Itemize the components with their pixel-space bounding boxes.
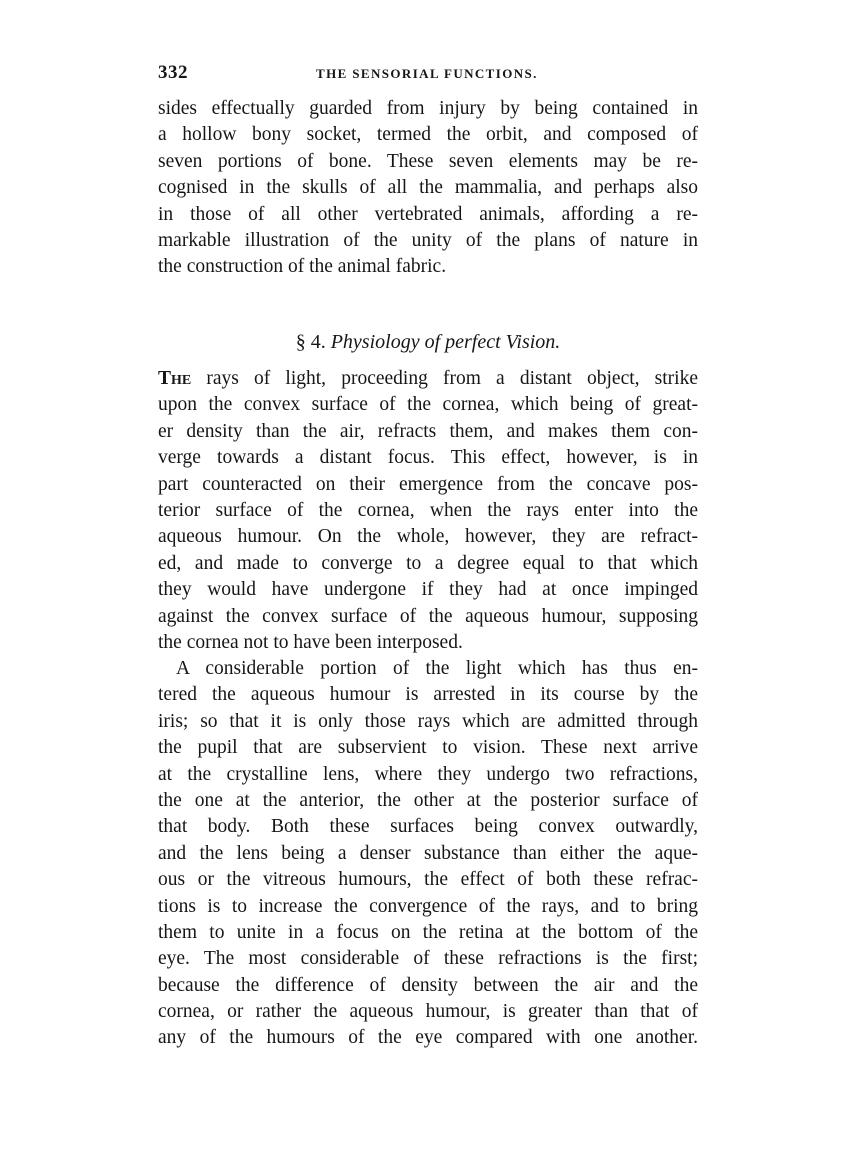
text-line: verge towards a distant focus. This effect, however, is in xyxy=(158,447,698,469)
text-line: them to unite in a focus on the retina at the bottom of the xyxy=(158,921,698,943)
text-line: iris; so that it is only those rays which are admitted through xyxy=(158,710,698,732)
text-line: terior surface of the cornea, when the rays enter into the xyxy=(158,499,698,521)
text-line: against the convex surface of the aqueous humour, supposing xyxy=(158,605,698,627)
drop-word: The xyxy=(158,368,192,389)
text-line: they would have undergone if they had at once impinged xyxy=(158,579,698,601)
paragraph-3 xyxy=(158,656,698,1052)
text-line: because the difference of density between the air and the xyxy=(158,974,698,996)
text-line: part counteracted on their emergence from the concave pos- xyxy=(158,473,698,495)
text-line: upon the convex surface of the cornea, which being of great- xyxy=(158,394,698,416)
text-line: the pupil that are subservient to vision. These next arrive xyxy=(158,737,698,759)
text-line: A considerable portion of the light which has thus en- xyxy=(176,658,698,679)
text-line: ous or the vitreous humours, the effect of both these refrac- xyxy=(158,869,698,891)
section-heading xyxy=(158,327,698,357)
text-line: the cornea not to have been interposed. xyxy=(158,631,463,653)
paragraph-2 xyxy=(158,366,698,656)
text-line: ed, and made to converge to a degree equal to that which xyxy=(158,552,698,574)
text-line: eye. The most considerable of these refractions is the first; xyxy=(158,948,698,970)
first-line-rest: rays of light, proceeding from a distant object, strike xyxy=(191,368,698,389)
page-number: 332 xyxy=(158,62,188,83)
text-line: the one at the anterior, the other at the posterior surface of xyxy=(158,789,698,811)
text-line: at the crystalline lens, where they undergo two refractions, xyxy=(158,763,698,785)
text-line: cognised in the skulls of all the mammalia, and perhaps also xyxy=(158,177,698,199)
paragraph-1 xyxy=(158,96,698,281)
text-line: a hollow bony socket, termed the orbit, and composed of xyxy=(158,124,698,146)
text-line: aqueous humour. On the whole, however, they are refract- xyxy=(158,526,698,548)
text-line: that body. Both these surfaces being convex outwardly, xyxy=(158,816,698,838)
text-line: er density than the air, refracts them, and makes them con- xyxy=(158,420,698,442)
text-line: any of the humours of the eye compared with one another. xyxy=(158,1027,698,1049)
section-marker: § 4. xyxy=(295,331,326,353)
text-line: tered the aqueous humour is arrested in its course by the xyxy=(158,684,698,706)
text-line: the construction of the animal fabric. xyxy=(158,256,447,278)
text-line xyxy=(158,366,698,392)
text-line: cornea, or rather the aqueous humour, is greater than that of xyxy=(158,1001,698,1023)
text-line: seven portions of bone. These seven elements may be re- xyxy=(158,150,698,172)
text-line: sides effectually guarded from injury by being contained in xyxy=(158,98,698,119)
text-line: and the lens being a denser substance than either the aque- xyxy=(158,842,698,864)
running-title: THE SENSORIAL FUNCTIONS. xyxy=(316,66,538,81)
text-line: in those of all other vertebrated animals, affording a re- xyxy=(158,203,698,225)
section-title: Physiology of perfect Vision. xyxy=(330,331,561,353)
text-line: markable illustration of the unity of the plans of nature in xyxy=(158,229,698,251)
text-line: tions is to increase the convergence of the rays, and to bring xyxy=(158,895,698,917)
running-head xyxy=(158,62,698,86)
